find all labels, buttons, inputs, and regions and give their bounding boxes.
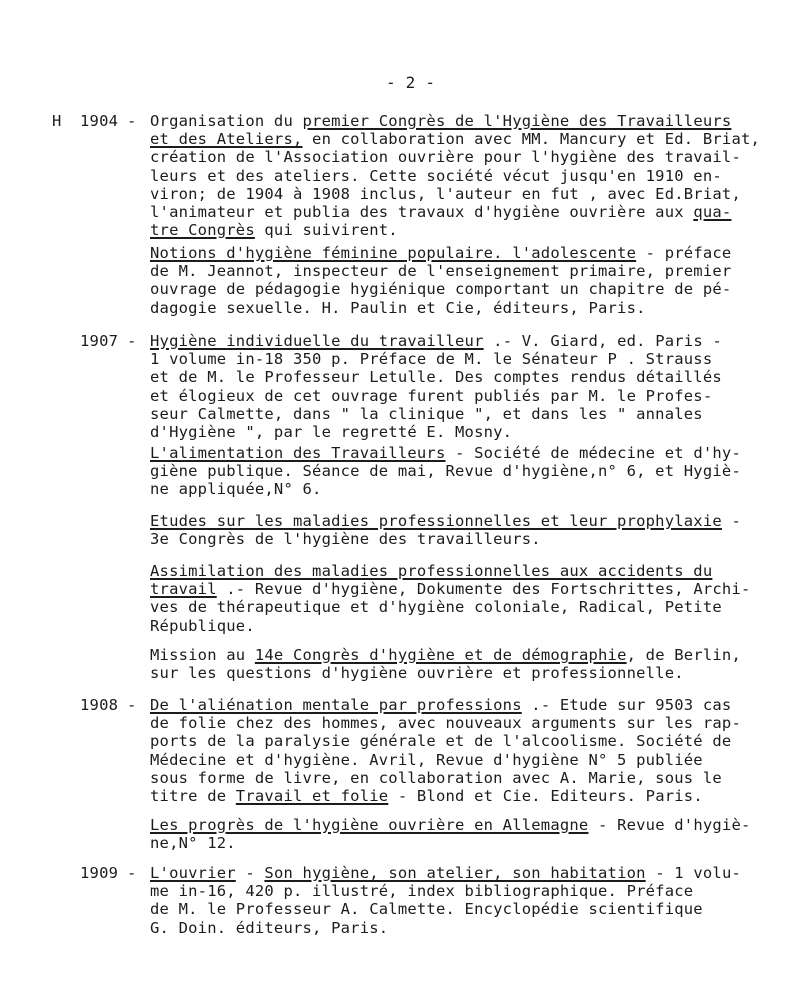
text-line bbox=[150, 332, 790, 350]
page-number: - 2 - bbox=[386, 73, 436, 92]
underlined-title: De l'aliénation mentale par professions bbox=[150, 696, 522, 714]
underlined-title: et des Ateliers, bbox=[150, 130, 303, 149]
entry-dash: - bbox=[127, 332, 137, 350]
paragraph bbox=[150, 444, 790, 499]
text-line: ves de thérapeutique et d'hygiène coloniale, Radical, Petite bbox=[150, 598, 722, 617]
underlined-title: Travail et folie bbox=[235, 787, 389, 806]
text-line bbox=[150, 221, 790, 239]
underlined-title: Assimilation des maladies professionnelles aux accidents du bbox=[150, 562, 713, 580]
text-line bbox=[150, 816, 790, 834]
text-line bbox=[150, 787, 790, 805]
text-line: République. bbox=[150, 616, 255, 635]
text-span: - bbox=[235, 864, 265, 882]
entry-dash: - bbox=[127, 112, 137, 130]
text-line bbox=[150, 646, 790, 664]
text-span: l'animateur et publia des travaux d'hygiène ouvrière aux bbox=[150, 203, 694, 222]
underlined-title: Notions d'hygiène féminine populaire. l'adolescente bbox=[150, 244, 637, 262]
paragraph bbox=[150, 512, 790, 548]
underlined-title: qua- bbox=[693, 203, 732, 222]
text-line bbox=[150, 580, 790, 598]
text-line bbox=[150, 444, 790, 462]
text-line: ne,N° 12. bbox=[150, 834, 236, 853]
text-span: - bbox=[721, 512, 741, 530]
paragraph bbox=[150, 562, 790, 635]
text-line: d'Hygiène ", par le regretté E. Mosny. bbox=[150, 423, 513, 442]
text-span: - Blond et Cie. Editeurs. Paris. bbox=[388, 787, 703, 806]
text-span: Mission au bbox=[150, 646, 255, 664]
text-line: 3e Congrès de l'hygiène des travailleurs. bbox=[150, 530, 541, 549]
text-line: et de M. le Professeur Letulle. Des comptes rendus détaillés bbox=[150, 368, 722, 387]
text-line bbox=[150, 244, 790, 262]
entry-year: 1907 bbox=[80, 332, 119, 350]
entry-year: 1909 bbox=[80, 864, 119, 882]
text-span: .- Revue d'hygiène, Dokumente des Fortschrittes, Archi- bbox=[216, 580, 751, 599]
text-span: - préface bbox=[636, 244, 732, 262]
text-line: ne appliquée,N° 6. bbox=[150, 480, 322, 499]
underlined-title: travail bbox=[150, 580, 217, 599]
text-line bbox=[150, 512, 790, 530]
underlined-title: L'ouvrier bbox=[150, 864, 236, 882]
text-line: de M. le Professeur A. Calmette. Encyclopédie scientifique bbox=[150, 900, 703, 919]
text-line bbox=[150, 562, 790, 580]
text-line bbox=[150, 696, 790, 714]
text-line: me in-16, 420 p. illustré, index bibliographique. Préface bbox=[150, 882, 694, 901]
text-line: sous forme de livre, en collaboration avec A. Marie, sous le bbox=[150, 768, 722, 787]
text-line: viron; de 1904 à 1908 inclus, l'auteur en fut , avec Ed.Briat, bbox=[150, 184, 741, 203]
text-span: Organisation du bbox=[150, 112, 303, 130]
underlined-title: 14e Congrès d'hygiène et de démographie bbox=[254, 646, 627, 664]
text-line: G. Doin. éditeurs, Paris. bbox=[150, 918, 389, 937]
text-line: leurs et des ateliers. Cette société vécut jusqu'en 1910 en- bbox=[150, 166, 722, 185]
text-span: .- Etude sur 9503 cas bbox=[521, 696, 732, 714]
text-line: seur Calmette, dans " la clinique ", et dans les " annales bbox=[150, 404, 703, 423]
text-span: - 1 volu- bbox=[645, 864, 742, 882]
text-line: sur les questions d'hygiène ouvrière et professionnelle. bbox=[150, 664, 684, 683]
entry-year: 1904 bbox=[80, 112, 119, 130]
text-line: Médecine et d'hygiène. Avril, Revue d'hygiène N° 5 publiée bbox=[150, 750, 703, 769]
text-span: , de Berlin, bbox=[626, 646, 741, 664]
underlined-title: tre Congrès bbox=[150, 221, 255, 240]
margin-marker: H bbox=[52, 112, 62, 130]
underlined-title: Hygiène individuelle du travailleur bbox=[150, 332, 484, 350]
text-line bbox=[150, 130, 790, 148]
text-line: et élogieux de cet ouvrage furent publiés par M. le Profes- bbox=[150, 386, 713, 405]
text-line: ports de la paralysie générale et de l'alcoolisme. Société de bbox=[150, 732, 732, 751]
underlined-title: Son hygiène, son atelier, son habitation bbox=[264, 864, 646, 882]
text-line: création de l'Association ouvrière pour l'hygiène des travail- bbox=[150, 148, 741, 167]
text-span: - Revue d'hygiè- bbox=[588, 816, 751, 834]
underlined-title: Etudes sur les maladies professionnelles et leur prophylaxie bbox=[150, 512, 722, 530]
paragraph bbox=[150, 332, 790, 441]
paragraph bbox=[150, 816, 790, 852]
entry-dash: - bbox=[127, 864, 137, 882]
text-span: en collaboration avec MM. Mancury et Ed. Briat, bbox=[302, 130, 761, 149]
paragraph bbox=[150, 112, 790, 239]
underlined-title: L'alimentation des Travailleurs bbox=[150, 444, 446, 462]
paragraph bbox=[150, 864, 790, 937]
text-line: de folie chez des hommes, avec nouveaux arguments sur les rap- bbox=[150, 714, 741, 733]
paragraph bbox=[150, 646, 790, 682]
text-line: dagogie sexuelle. H. Paulin et Cie, éditeurs, Paris. bbox=[150, 298, 646, 317]
text-line: de M. Jeannot, inspecteur de l'enseignement primaire, premier bbox=[150, 262, 732, 281]
text-line: 1 volume in-18 350 p. Préface de M. le Sénateur P . Strauss bbox=[150, 350, 713, 369]
text-line bbox=[150, 864, 790, 882]
underlined-title: Les progrès de l'hygiène ouvrière en Allemagne bbox=[150, 816, 589, 834]
paragraph bbox=[150, 696, 790, 805]
text-line bbox=[150, 203, 790, 221]
entry-year: 1908 bbox=[80, 696, 119, 714]
text-span: titre de bbox=[150, 787, 236, 806]
text-span: - Société de médecine et d'hy- bbox=[445, 444, 741, 462]
text-line: ouvrage de pédagogie hygiénique comportant un chapitre de pé- bbox=[150, 280, 732, 299]
text-span: .- V. Giard, ed. Paris - bbox=[483, 332, 722, 350]
text-span: qui suivirent. bbox=[254, 221, 398, 240]
text-line bbox=[150, 112, 790, 130]
entry-dash: - bbox=[127, 696, 137, 714]
underlined-title: premier Congrès de l'Hygiène des Travailleurs bbox=[302, 112, 732, 130]
text-line: giène publique. Séance de mai, Revue d'hygiène,n° 6, et Hygiè- bbox=[150, 462, 741, 481]
paragraph bbox=[150, 244, 790, 317]
